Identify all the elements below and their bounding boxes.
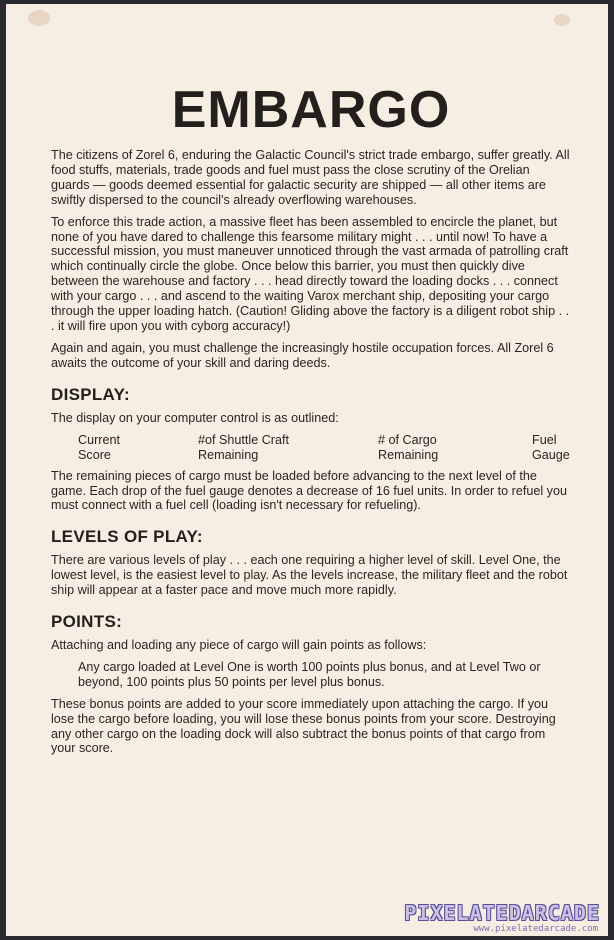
intro-paragraph-2: To enforce this trade action, a massive fleet has been assembled to encircle the planet, but none of you have dared to challenge this fearsome military might . . . until now! To have a successful mission, you must maneuver unnoticed through the vast armada of patrolling craft which continually circle the globe. Once below this barrier, you must then quickly dive between the warehouse and factory . . . head directly toward the loading docks . . . connect with your cargo . . . and ascend to the waiting Varox merchant ship, depositing your cargo through the upper loading hatch. (Caution! Gliding above the factory is a diligent robot ship . . . it will fire upon you with cyborg accuracy!) [51,214,570,333]
points-heading: POINTS: [51,612,123,632]
display-body: The remaining pieces of cargo must be loaded before advancing to the next level of the game. Each drop of the fuel gauge denotes a decrease of 16 fuel units. In order to refuel you must connect with a fuel cell (loading isn't necessary for refueling). [51,468,567,513]
points-intro: Attaching and loading any piece of cargo will gain points as follows: [51,638,427,653]
points-body: These bonus points are added to your score immediately upon attaching the cargo. If you lose the cargo before loading, you will lose these bonus points from your score. Destroying any other cargo on the loading dock will also subtract the bonus points of that cargo from your score. [51,696,556,756]
page-title: EMBARGO [171,81,451,139]
display-label: Score [78,447,111,462]
manual-page [6,4,608,936]
display-label: Current [78,432,120,447]
levels-heading: LEVELS OF PLAY: [51,527,203,547]
display-label: #of Shuttle Craft [198,432,290,447]
display-column-cargo [378,433,532,463]
display-legend [78,433,571,463]
display-column-fuel [532,433,592,463]
display-label: # of Cargo [378,432,437,447]
intro-paragraph-1: The citizens of Zorel 6, enduring the Galactic Council's strict trade embargo, suffer greatly. All food stuffs, materials, trade goods and fuel must pass the close scrutiny of the Orelian guards — goods deemed essential for galactic security are shipped — all other items are swiftly dispersed to the council's already overflowing warehouses. [51,148,570,207]
paper-stain [554,14,570,26]
display-column-score [78,433,198,463]
watermark-logo: PIXELATEDARCADE [404,901,600,925]
watermark-url: www.pixelatedarcade.com [473,924,598,934]
display-heading: DISPLAY: [51,384,130,404]
manual-content [51,78,571,763]
points-detail: Any cargo loaded at Level One is worth 100 points plus bonus, and at Level Two or beyond, 100 points plus 50 points per level plus bonus. [78,659,541,689]
paper-stain [28,10,50,26]
intro-paragraph-3: Again and again, you must challenge the increasingly hostile occupation forces. All Zorel 6 awaits the outcome of your skill and daring deeds. [51,340,554,370]
watermark [404,902,600,934]
display-label: Remaining [378,447,439,462]
display-column-shuttles [198,433,378,463]
display-intro: The display on your computer control is as outlined: [51,410,339,425]
levels-body: There are various levels of play . . . each one requiring a higher level of skill. Level One, the lowest level, is the easiest level to play. As the levels increase, the military fleet and the robot ship will appear at a faster pace and move much more rapidly. [51,553,568,598]
display-label: Gauge [532,447,570,462]
display-label: Fuel [532,432,557,447]
display-label: Remaining [198,447,259,462]
